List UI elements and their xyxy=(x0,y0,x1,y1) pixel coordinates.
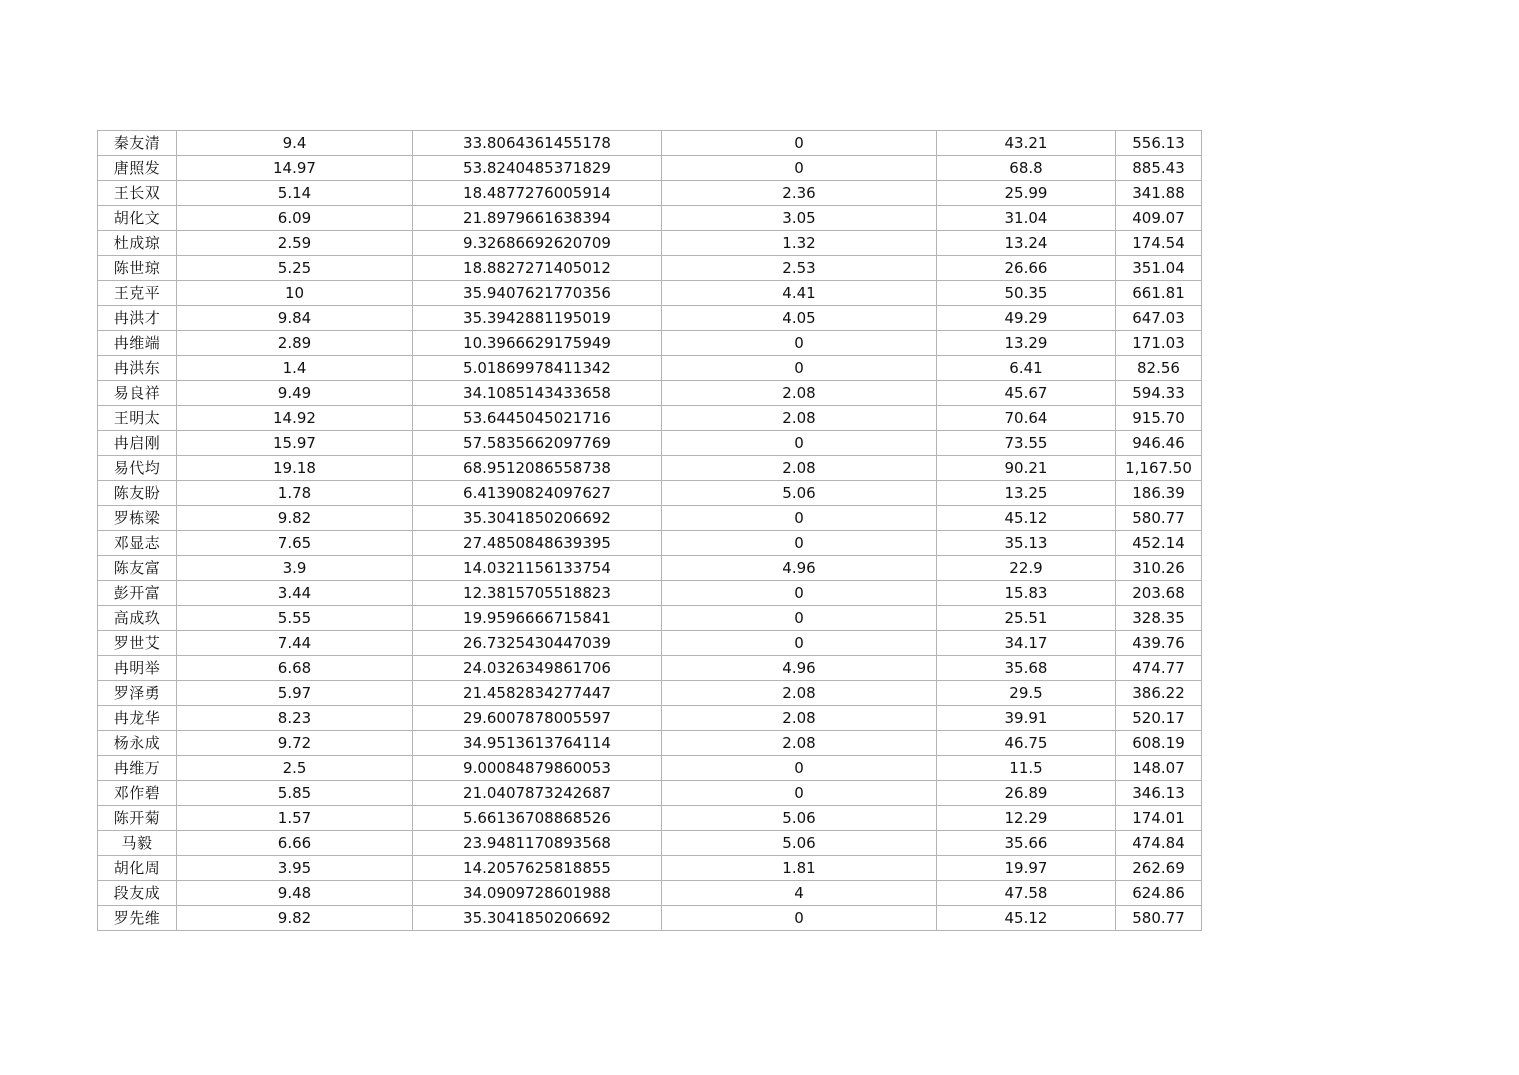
value-cell: 452.14 xyxy=(1116,531,1202,556)
name-cell: 胡化周 xyxy=(98,856,177,881)
value-cell: 1.4 xyxy=(177,356,413,381)
value-cell: 9.48 xyxy=(177,881,413,906)
value-cell: 556.13 xyxy=(1116,131,1202,156)
value-cell: 203.68 xyxy=(1116,581,1202,606)
name-cell: 马毅 xyxy=(98,831,177,856)
value-cell: 474.84 xyxy=(1116,831,1202,856)
name-cell: 杨永成 xyxy=(98,731,177,756)
value-cell: 174.54 xyxy=(1116,231,1202,256)
table-row xyxy=(98,206,1202,231)
value-cell: 594.33 xyxy=(1116,381,1202,406)
table-row xyxy=(98,531,1202,556)
table-row xyxy=(98,181,1202,206)
value-cell: 9.82 xyxy=(177,906,413,931)
value-cell: 68.8 xyxy=(937,156,1116,181)
value-cell: 1.81 xyxy=(662,856,937,881)
value-cell: 57.5835662097769 xyxy=(413,431,662,456)
value-cell: 0 xyxy=(662,431,937,456)
value-cell: 14.92 xyxy=(177,406,413,431)
value-cell: 0 xyxy=(662,631,937,656)
name-cell: 冉洪才 xyxy=(98,306,177,331)
value-cell: 35.3041850206692 xyxy=(413,506,662,531)
table-row xyxy=(98,706,1202,731)
value-cell: 0 xyxy=(662,506,937,531)
value-cell: 1.57 xyxy=(177,806,413,831)
value-cell: 11.5 xyxy=(937,756,1116,781)
name-cell: 高成玖 xyxy=(98,606,177,631)
value-cell: 174.01 xyxy=(1116,806,1202,831)
value-cell: 2.08 xyxy=(662,456,937,481)
table-row xyxy=(98,356,1202,381)
value-cell: 9.72 xyxy=(177,731,413,756)
name-cell: 易良祥 xyxy=(98,381,177,406)
value-cell: 7.65 xyxy=(177,531,413,556)
value-cell: 6.68 xyxy=(177,656,413,681)
value-cell: 27.4850848639395 xyxy=(413,531,662,556)
name-cell: 邓显志 xyxy=(98,531,177,556)
value-cell: 21.4582834277447 xyxy=(413,681,662,706)
value-cell: 15.83 xyxy=(937,581,1116,606)
value-cell: 73.55 xyxy=(937,431,1116,456)
name-cell: 易代均 xyxy=(98,456,177,481)
value-cell: 3.05 xyxy=(662,206,937,231)
value-cell: 171.03 xyxy=(1116,331,1202,356)
value-cell: 2.08 xyxy=(662,731,937,756)
value-cell: 82.56 xyxy=(1116,356,1202,381)
name-cell: 冉洪东 xyxy=(98,356,177,381)
value-cell: 50.35 xyxy=(937,281,1116,306)
value-cell: 0 xyxy=(662,581,937,606)
value-cell: 21.8979661638394 xyxy=(413,206,662,231)
value-cell: 9.84 xyxy=(177,306,413,331)
value-cell: 0 xyxy=(662,756,937,781)
name-cell: 冉维万 xyxy=(98,756,177,781)
value-cell: 341.88 xyxy=(1116,181,1202,206)
value-cell: 46.75 xyxy=(937,731,1116,756)
value-cell: 23.9481170893568 xyxy=(413,831,662,856)
value-cell: 5.85 xyxy=(177,781,413,806)
value-cell: 0 xyxy=(662,781,937,806)
value-cell: 5.06 xyxy=(662,806,937,831)
table-row xyxy=(98,231,1202,256)
name-cell: 彭开富 xyxy=(98,581,177,606)
table-row xyxy=(98,731,1202,756)
table-row xyxy=(98,156,1202,181)
name-cell: 唐照发 xyxy=(98,156,177,181)
value-cell: 31.04 xyxy=(937,206,1116,231)
value-cell: 13.24 xyxy=(937,231,1116,256)
value-cell: 5.01869978411342 xyxy=(413,356,662,381)
value-cell: 6.66 xyxy=(177,831,413,856)
value-cell: 915.70 xyxy=(1116,406,1202,431)
value-cell: 5.66136708868526 xyxy=(413,806,662,831)
value-cell: 6.41390824097627 xyxy=(413,481,662,506)
table-row xyxy=(98,256,1202,281)
name-cell: 陈友富 xyxy=(98,556,177,581)
value-cell: 6.41 xyxy=(937,356,1116,381)
value-cell: 1,167.50 xyxy=(1116,456,1202,481)
table-row xyxy=(98,831,1202,856)
value-cell: 3.44 xyxy=(177,581,413,606)
value-cell: 2.08 xyxy=(662,706,937,731)
value-cell: 2.59 xyxy=(177,231,413,256)
value-cell: 34.0909728601988 xyxy=(413,881,662,906)
table-row xyxy=(98,131,1202,156)
value-cell: 5.55 xyxy=(177,606,413,631)
name-cell: 冉启刚 xyxy=(98,431,177,456)
value-cell: 43.21 xyxy=(937,131,1116,156)
value-cell: 26.7325430447039 xyxy=(413,631,662,656)
value-cell: 946.46 xyxy=(1116,431,1202,456)
value-cell: 7.44 xyxy=(177,631,413,656)
value-cell: 35.66 xyxy=(937,831,1116,856)
value-cell: 53.8240485371829 xyxy=(413,156,662,181)
name-cell: 王长双 xyxy=(98,181,177,206)
value-cell: 0 xyxy=(662,606,937,631)
value-cell: 26.66 xyxy=(937,256,1116,281)
value-cell: 26.89 xyxy=(937,781,1116,806)
name-cell: 冉龙华 xyxy=(98,706,177,731)
value-cell: 1.78 xyxy=(177,481,413,506)
value-cell: 2.89 xyxy=(177,331,413,356)
value-cell: 3.95 xyxy=(177,856,413,881)
value-cell: 45.12 xyxy=(937,906,1116,931)
table-row xyxy=(98,306,1202,331)
value-cell: 386.22 xyxy=(1116,681,1202,706)
value-cell: 5.97 xyxy=(177,681,413,706)
value-cell: 0 xyxy=(662,156,937,181)
value-cell: 661.81 xyxy=(1116,281,1202,306)
value-cell: 351.04 xyxy=(1116,256,1202,281)
value-cell: 474.77 xyxy=(1116,656,1202,681)
table-row xyxy=(98,806,1202,831)
value-cell: 6.09 xyxy=(177,206,413,231)
name-cell: 罗先维 xyxy=(98,906,177,931)
value-cell: 9.32686692620709 xyxy=(413,231,662,256)
value-cell: 580.77 xyxy=(1116,506,1202,531)
value-cell: 90.21 xyxy=(937,456,1116,481)
value-cell: 186.39 xyxy=(1116,481,1202,506)
value-cell: 14.97 xyxy=(177,156,413,181)
name-cell: 陈友盼 xyxy=(98,481,177,506)
value-cell: 19.18 xyxy=(177,456,413,481)
value-cell: 12.3815705518823 xyxy=(413,581,662,606)
name-cell: 邓作碧 xyxy=(98,781,177,806)
value-cell: 647.03 xyxy=(1116,306,1202,331)
data-table xyxy=(97,130,1202,931)
value-cell: 25.99 xyxy=(937,181,1116,206)
value-cell: 10.3966629175949 xyxy=(413,331,662,356)
name-cell: 冉明举 xyxy=(98,656,177,681)
value-cell: 35.3041850206692 xyxy=(413,906,662,931)
name-cell: 罗泽勇 xyxy=(98,681,177,706)
name-cell: 段友成 xyxy=(98,881,177,906)
value-cell: 580.77 xyxy=(1116,906,1202,931)
value-cell: 34.1085143433658 xyxy=(413,381,662,406)
value-cell: 10 xyxy=(177,281,413,306)
value-cell: 1.32 xyxy=(662,231,937,256)
value-cell: 45.67 xyxy=(937,381,1116,406)
value-cell: 35.3942881195019 xyxy=(413,306,662,331)
value-cell: 4 xyxy=(662,881,937,906)
value-cell: 4.96 xyxy=(662,656,937,681)
value-cell: 4.05 xyxy=(662,306,937,331)
name-cell: 杜成琼 xyxy=(98,231,177,256)
value-cell: 5.14 xyxy=(177,181,413,206)
table-row xyxy=(98,656,1202,681)
name-cell: 罗世艾 xyxy=(98,631,177,656)
value-cell: 5.06 xyxy=(662,481,937,506)
value-cell: 19.9596666715841 xyxy=(413,606,662,631)
value-cell: 49.29 xyxy=(937,306,1116,331)
value-cell: 520.17 xyxy=(1116,706,1202,731)
table-row xyxy=(98,331,1202,356)
value-cell: 0 xyxy=(662,131,937,156)
table-row xyxy=(98,881,1202,906)
value-cell: 14.0321156133754 xyxy=(413,556,662,581)
table-row xyxy=(98,681,1202,706)
name-cell: 罗栋梁 xyxy=(98,506,177,531)
value-cell: 14.2057625818855 xyxy=(413,856,662,881)
table-row xyxy=(98,606,1202,631)
value-cell: 2.53 xyxy=(662,256,937,281)
table-row xyxy=(98,631,1202,656)
table-row xyxy=(98,506,1202,531)
value-cell: 608.19 xyxy=(1116,731,1202,756)
value-cell: 45.12 xyxy=(937,506,1116,531)
value-cell: 2.08 xyxy=(662,406,937,431)
name-cell: 陈开菊 xyxy=(98,806,177,831)
name-cell: 冉维端 xyxy=(98,331,177,356)
value-cell: 34.17 xyxy=(937,631,1116,656)
value-cell: 18.4877276005914 xyxy=(413,181,662,206)
value-cell: 34.9513613764114 xyxy=(413,731,662,756)
value-cell: 21.0407873242687 xyxy=(413,781,662,806)
value-cell: 53.6445045021716 xyxy=(413,406,662,431)
value-cell: 15.97 xyxy=(177,431,413,456)
value-cell: 0 xyxy=(662,356,937,381)
value-cell: 70.64 xyxy=(937,406,1116,431)
value-cell: 9.49 xyxy=(177,381,413,406)
value-cell: 24.0326349861706 xyxy=(413,656,662,681)
table-body xyxy=(98,131,1202,931)
value-cell: 262.69 xyxy=(1116,856,1202,881)
value-cell: 12.29 xyxy=(937,806,1116,831)
value-cell: 4.96 xyxy=(662,556,937,581)
value-cell: 0 xyxy=(662,531,937,556)
value-cell: 29.5 xyxy=(937,681,1116,706)
table-row xyxy=(98,456,1202,481)
table-row xyxy=(98,581,1202,606)
table-row xyxy=(98,906,1202,931)
value-cell: 409.07 xyxy=(1116,206,1202,231)
table-row xyxy=(98,281,1202,306)
value-cell: 9.4 xyxy=(177,131,413,156)
name-cell: 胡化文 xyxy=(98,206,177,231)
value-cell: 310.26 xyxy=(1116,556,1202,581)
value-cell: 9.82 xyxy=(177,506,413,531)
value-cell: 13.25 xyxy=(937,481,1116,506)
table-row xyxy=(98,406,1202,431)
value-cell: 439.76 xyxy=(1116,631,1202,656)
value-cell: 19.97 xyxy=(937,856,1116,881)
value-cell: 35.9407621770356 xyxy=(413,281,662,306)
value-cell: 35.13 xyxy=(937,531,1116,556)
value-cell: 346.13 xyxy=(1116,781,1202,806)
value-cell: 47.58 xyxy=(937,881,1116,906)
value-cell: 148.07 xyxy=(1116,756,1202,781)
value-cell: 18.8827271405012 xyxy=(413,256,662,281)
value-cell: 2.08 xyxy=(662,381,937,406)
table-row xyxy=(98,481,1202,506)
value-cell: 22.9 xyxy=(937,556,1116,581)
table-row xyxy=(98,756,1202,781)
name-cell: 秦友清 xyxy=(98,131,177,156)
table-row xyxy=(98,556,1202,581)
value-cell: 624.86 xyxy=(1116,881,1202,906)
value-cell: 0 xyxy=(662,331,937,356)
value-cell: 13.29 xyxy=(937,331,1116,356)
name-cell: 陈世琼 xyxy=(98,256,177,281)
name-cell: 王克平 xyxy=(98,281,177,306)
value-cell: 4.41 xyxy=(662,281,937,306)
value-cell: 2.36 xyxy=(662,181,937,206)
value-cell: 9.00084879860053 xyxy=(413,756,662,781)
table-row xyxy=(98,381,1202,406)
value-cell: 2.5 xyxy=(177,756,413,781)
value-cell: 3.9 xyxy=(177,556,413,581)
value-cell: 2.08 xyxy=(662,681,937,706)
value-cell: 5.06 xyxy=(662,831,937,856)
value-cell: 68.9512086558738 xyxy=(413,456,662,481)
table-row xyxy=(98,856,1202,881)
value-cell: 25.51 xyxy=(937,606,1116,631)
value-cell: 0 xyxy=(662,906,937,931)
value-cell: 29.6007878005597 xyxy=(413,706,662,731)
value-cell: 328.35 xyxy=(1116,606,1202,631)
table-row xyxy=(98,781,1202,806)
value-cell: 33.8064361455178 xyxy=(413,131,662,156)
value-cell: 5.25 xyxy=(177,256,413,281)
table-row xyxy=(98,431,1202,456)
value-cell: 39.91 xyxy=(937,706,1116,731)
value-cell: 885.43 xyxy=(1116,156,1202,181)
value-cell: 8.23 xyxy=(177,706,413,731)
name-cell: 王明太 xyxy=(98,406,177,431)
value-cell: 35.68 xyxy=(937,656,1116,681)
